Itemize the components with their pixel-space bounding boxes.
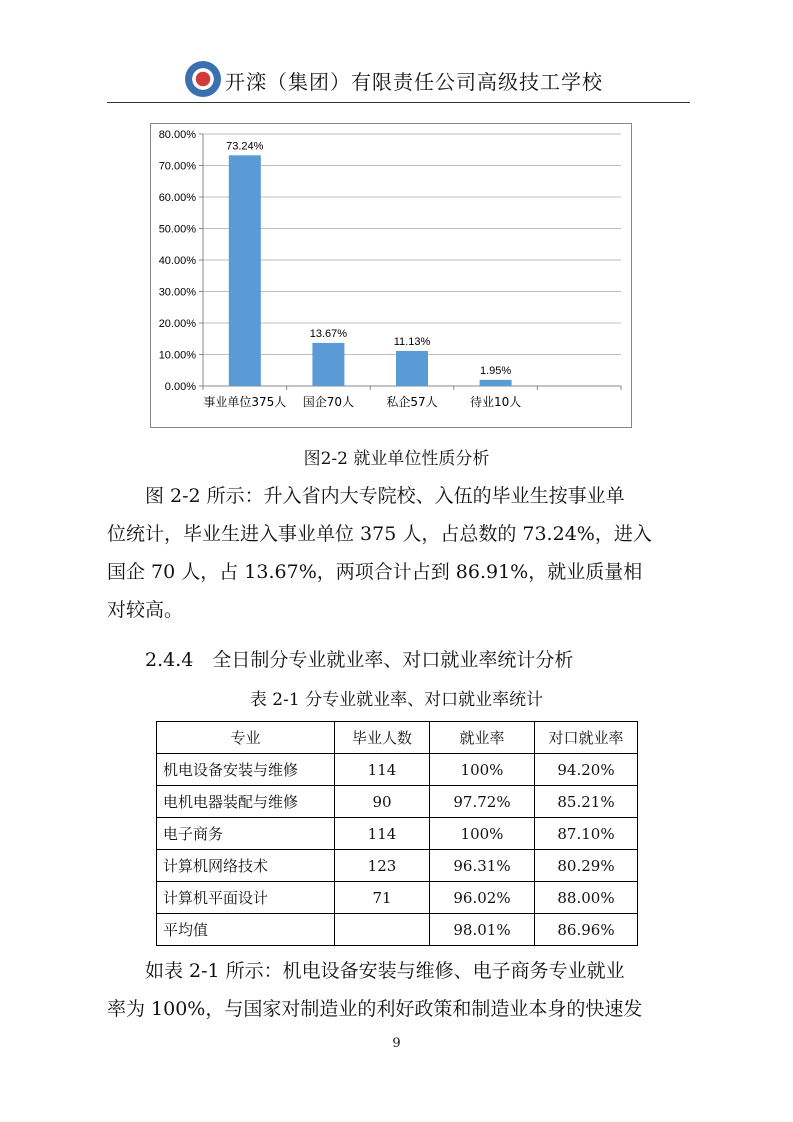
- paragraph-line: 如表 2-1 所示：机电设备安装与维修、电子商务专业就业: [145, 960, 625, 982]
- table-cell: 100%: [430, 754, 535, 786]
- paragraph-line: 国企 70 人，占 13.67%，两项合计占到 86.91%，就业质量相: [107, 561, 643, 583]
- data-label: 13.67%: [309, 327, 348, 340]
- table-cell: 88.00%: [535, 882, 638, 914]
- x-tick-label: 事业单位375人: [203, 395, 287, 409]
- bar: [480, 380, 512, 386]
- table-row: [157, 754, 638, 786]
- table-cell: 98.01%: [430, 914, 535, 946]
- y-tick-label: 0.00%: [164, 381, 196, 393]
- table-cell: [335, 914, 430, 946]
- bar-chart: [150, 123, 632, 428]
- page-header: [107, 60, 690, 103]
- table-cell: 电子商务: [157, 818, 335, 850]
- table-cell: 85.21%: [535, 786, 638, 818]
- table-cell: 96.31%: [430, 850, 535, 882]
- paragraph-1: [107, 477, 690, 629]
- table-cell: 114: [335, 754, 430, 786]
- table-row: [157, 850, 638, 882]
- y-tick-label: 80.00%: [158, 129, 196, 141]
- table-cell: 123: [335, 850, 430, 882]
- table-cell: 计算机网络技术: [157, 850, 335, 882]
- table-cell: 平均值: [157, 914, 335, 946]
- page-number: 9: [392, 1036, 401, 1051]
- table-row: [157, 786, 638, 818]
- table-cell: 计算机平面设计: [157, 882, 335, 914]
- section-heading: 2.4.4 全日制分专业就业率、对口就业率统计分析: [145, 649, 574, 671]
- table-cell: 87.10%: [535, 818, 638, 850]
- data-label: 73.24%: [226, 140, 264, 153]
- bar: [312, 343, 344, 386]
- table-cell: 97.72%: [430, 786, 535, 818]
- x-tick-label: 待业10人: [469, 395, 522, 409]
- data-label: 11.13%: [393, 335, 431, 348]
- table-header-cell: 专业: [157, 722, 335, 754]
- bar: [396, 351, 428, 386]
- paragraph-line: 图 2-2 所示：升入省内大专院校、入伍的毕业生按事业单: [145, 485, 625, 507]
- employment-table: [156, 721, 638, 946]
- table-row: [157, 882, 638, 914]
- table-header-row: [157, 722, 638, 754]
- table-cell: 90: [335, 786, 430, 818]
- table-header-cell: 毕业人数: [335, 722, 430, 754]
- table-cell: 机电设备安装与维修: [157, 754, 335, 786]
- x-tick-label: 私企57人: [386, 395, 438, 409]
- y-tick-label: 50.00%: [158, 223, 196, 236]
- header-title: 开滦（集团）有限责任公司高级技工学校: [225, 70, 603, 94]
- table-header-cell: 对口就业率: [535, 722, 638, 754]
- data-label: 1.95%: [479, 364, 512, 377]
- y-tick-label: 10.00%: [158, 349, 196, 362]
- x-tick-label: 国企70人: [302, 395, 355, 409]
- paragraph-line: 率为 100%，与国家对制造业的利好政策和制造业本身的快速发: [107, 998, 643, 1020]
- table-header-cell: 就业率: [430, 722, 535, 754]
- school-seal-icon: [185, 61, 221, 97]
- table-cell: 100%: [430, 818, 535, 850]
- table-cell: 80.29%: [535, 850, 638, 882]
- table-cell: 96.02%: [430, 882, 535, 914]
- chart-canvas: [151, 124, 631, 427]
- figure-caption: 图2-2 就业单位性质分析: [303, 449, 490, 469]
- y-tick-label: 60.00%: [158, 192, 196, 204]
- table-cell: 114: [335, 818, 430, 850]
- table-caption: 表 2-1 分专业就业率、对口就业率统计: [249, 690, 544, 710]
- y-tick-label: 30.00%: [158, 286, 196, 299]
- table-row: [157, 818, 638, 850]
- y-tick-label: 70.00%: [158, 160, 196, 173]
- table-cell: 71: [335, 882, 430, 914]
- bar: [229, 155, 261, 386]
- table-row: [157, 914, 638, 946]
- paragraph-line: 对较高。: [107, 599, 184, 621]
- table-cell: 86.96%: [535, 914, 638, 946]
- paragraph-2: [107, 952, 690, 1028]
- table-cell: 电机电器装配与维修: [157, 786, 335, 818]
- y-tick-label: 40.00%: [158, 255, 196, 267]
- y-tick-label: 20.00%: [158, 318, 196, 330]
- paragraph-line: 位统计，毕业生进入事业单位 375 人，占总数的 73.24%，进入: [107, 523, 652, 545]
- table-cell: 94.20%: [535, 754, 638, 786]
